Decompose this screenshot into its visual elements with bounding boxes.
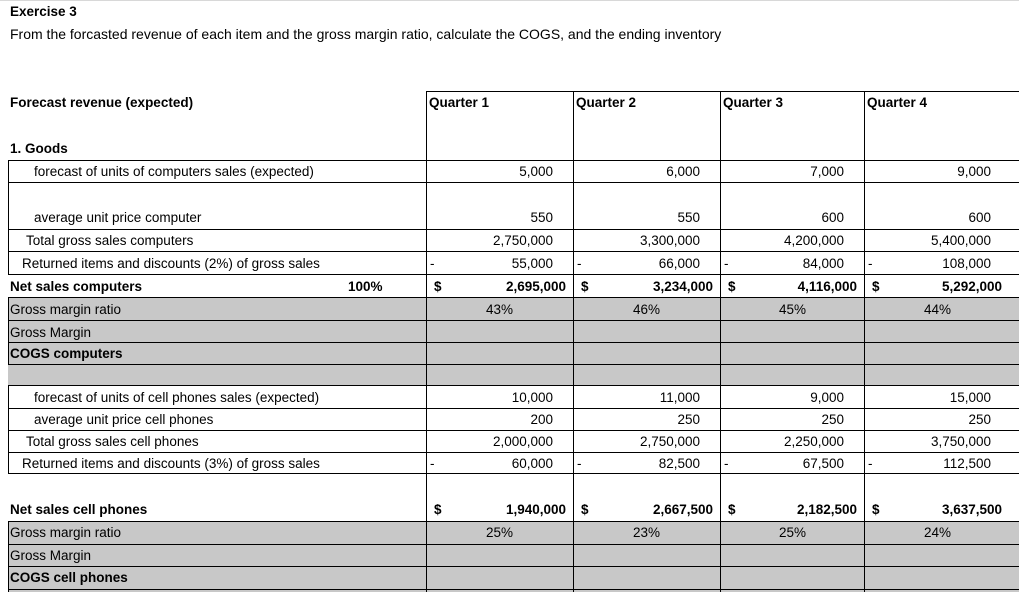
cell: 4,116,000 [797,279,857,294]
computers-net-label: Net sales computers [10,279,143,294]
cell: 250 [821,412,844,427]
row-line [8,342,1019,343]
row-line [8,320,1019,321]
cell: 66,000 [658,256,700,271]
cell: 600 [821,210,844,225]
currency-symbol: $ [434,502,442,517]
cell: 60,000 [511,456,553,471]
net-percent: 100% [348,279,383,294]
goods-heading: 1. Goods [10,141,68,156]
cell: 5,400,000 [930,233,991,248]
cell: 43% [486,302,514,317]
cell: 2,000,000 [492,434,553,449]
row-line [8,473,1019,474]
cell: 15,000 [949,390,991,405]
phones-gm-ratio-label: Gross margin ratio [10,525,122,540]
cell: 3,750,000 [930,434,991,449]
cell: 67,500 [802,456,844,471]
dash: - [430,256,435,271]
table-title: Forecast revenue (expected) [10,95,194,110]
row-line [8,251,1019,252]
phones-returns-label: Returned items and discounts (3%) of gross sales [22,456,320,471]
row-line [8,566,1019,567]
row-line [8,430,1019,431]
cell: 600 [968,210,991,225]
row-line [8,274,1019,275]
cell: 9,000 [957,164,991,179]
computers-gm-label: Gross Margin [10,325,92,340]
row-line [8,364,1019,365]
currency-symbol: $ [434,279,442,294]
separator-shaded-band [8,365,1019,385]
computers-gm-ratio-label: Gross margin ratio [10,302,122,317]
dash: - [868,456,873,471]
cell: 46% [633,302,661,317]
phones-shaded-band [8,521,1019,592]
cell: 2,750,000 [639,434,700,449]
phones-units-label: forecast of units of cell phones sales (expected) [34,390,320,405]
cell: 2,667,500 [652,502,713,517]
cell: 4,200,000 [783,233,844,248]
dash: - [577,456,582,471]
cell: 45% [779,302,807,317]
cell: 24% [924,525,952,540]
phones-gm-label: Gross Margin [10,548,92,563]
phones-gross-label: Total gross sales cell phones [26,434,199,449]
cell: 550 [677,210,700,225]
row-line [8,589,1019,590]
cell: 2,695,000 [505,279,566,294]
computers-cogs-label: COGS computers [10,346,123,361]
computers-shaded-band [8,298,1019,364]
cell: 112,500 [943,456,991,471]
left-border-phones-gray [8,521,9,592]
quarter-4-header: Quarter 4 [867,95,928,110]
cell: 200 [530,412,553,427]
cell: 23% [633,525,661,540]
cell: 84,000 [802,256,844,271]
cell: 550 [530,210,553,225]
row-line [8,544,1019,545]
currency-symbol: $ [872,279,880,294]
row-line [8,229,1019,230]
quarter-header-top [426,91,1019,92]
cell: 25% [779,525,807,540]
cell: 9,000 [810,390,844,405]
phones-price-label: average unit price cell phones [34,412,214,427]
dash: - [430,456,435,471]
currency-symbol: $ [581,279,589,294]
cell: 2,250,000 [783,434,844,449]
quarter-2-header: Quarter 2 [576,95,637,110]
left-border-computers-gray [8,298,9,364]
row-line [8,297,1019,298]
cell: 3,637,500 [941,502,1002,517]
cell: 250 [677,412,700,427]
computers-units-label: forecast of units of computers sales (expected) [34,164,314,179]
dash: - [577,256,582,271]
computers-returns-label: Returned items and discounts (2%) of gross sales [22,256,320,271]
computers-gross-label: Total gross sales computers [26,233,194,248]
cell: 2,750,000 [492,233,553,248]
dash: - [724,256,729,271]
dash: - [868,256,873,271]
cell: 1,940,000 [505,502,566,517]
cell: 44% [924,302,952,317]
cell: 250 [968,412,991,427]
phones-cogs-label: COGS cell phones [10,570,128,585]
top-border [0,0,1019,1]
cell: 2,182,500 [796,502,857,517]
cell: 5,000 [519,164,553,179]
left-border-phones [8,385,9,473]
row-line [8,408,1019,409]
cell: 11,000 [659,390,700,405]
row-line [8,521,1019,522]
cell: 82,500 [658,456,700,471]
quarter-3-header: Quarter 3 [723,95,784,110]
currency-symbol: $ [728,502,736,517]
cell: 3,300,000 [639,233,700,248]
currency-symbol: $ [581,502,589,517]
instruction-text: From the forcasted revenue of each item and the gross margin ratio, calculate the COGS, and the ending inventory [10,26,722,42]
row-line [8,182,1019,183]
cell: 7,000 [810,164,844,179]
left-border-computers [8,160,9,274]
row-line [8,385,1019,386]
exercise-title: Exercise 3 [10,4,77,19]
cell: 5,292,000 [941,279,1002,294]
phones-net-label: Net sales cell phones [10,502,148,517]
quarter-1-header: Quarter 1 [429,95,490,110]
cell: 108,000 [942,256,991,271]
cell: 10,000 [511,390,553,405]
currency-symbol: $ [872,502,880,517]
row-line [8,160,1019,161]
cell: 55,000 [511,256,553,271]
row-line [8,452,1019,453]
dash: - [724,456,729,471]
computers-price-label: average unit price computer [34,210,202,225]
cell: 3,234,000 [652,279,713,294]
cell: 25% [486,525,514,540]
cell: 6,000 [666,164,700,179]
currency-symbol: $ [728,279,736,294]
